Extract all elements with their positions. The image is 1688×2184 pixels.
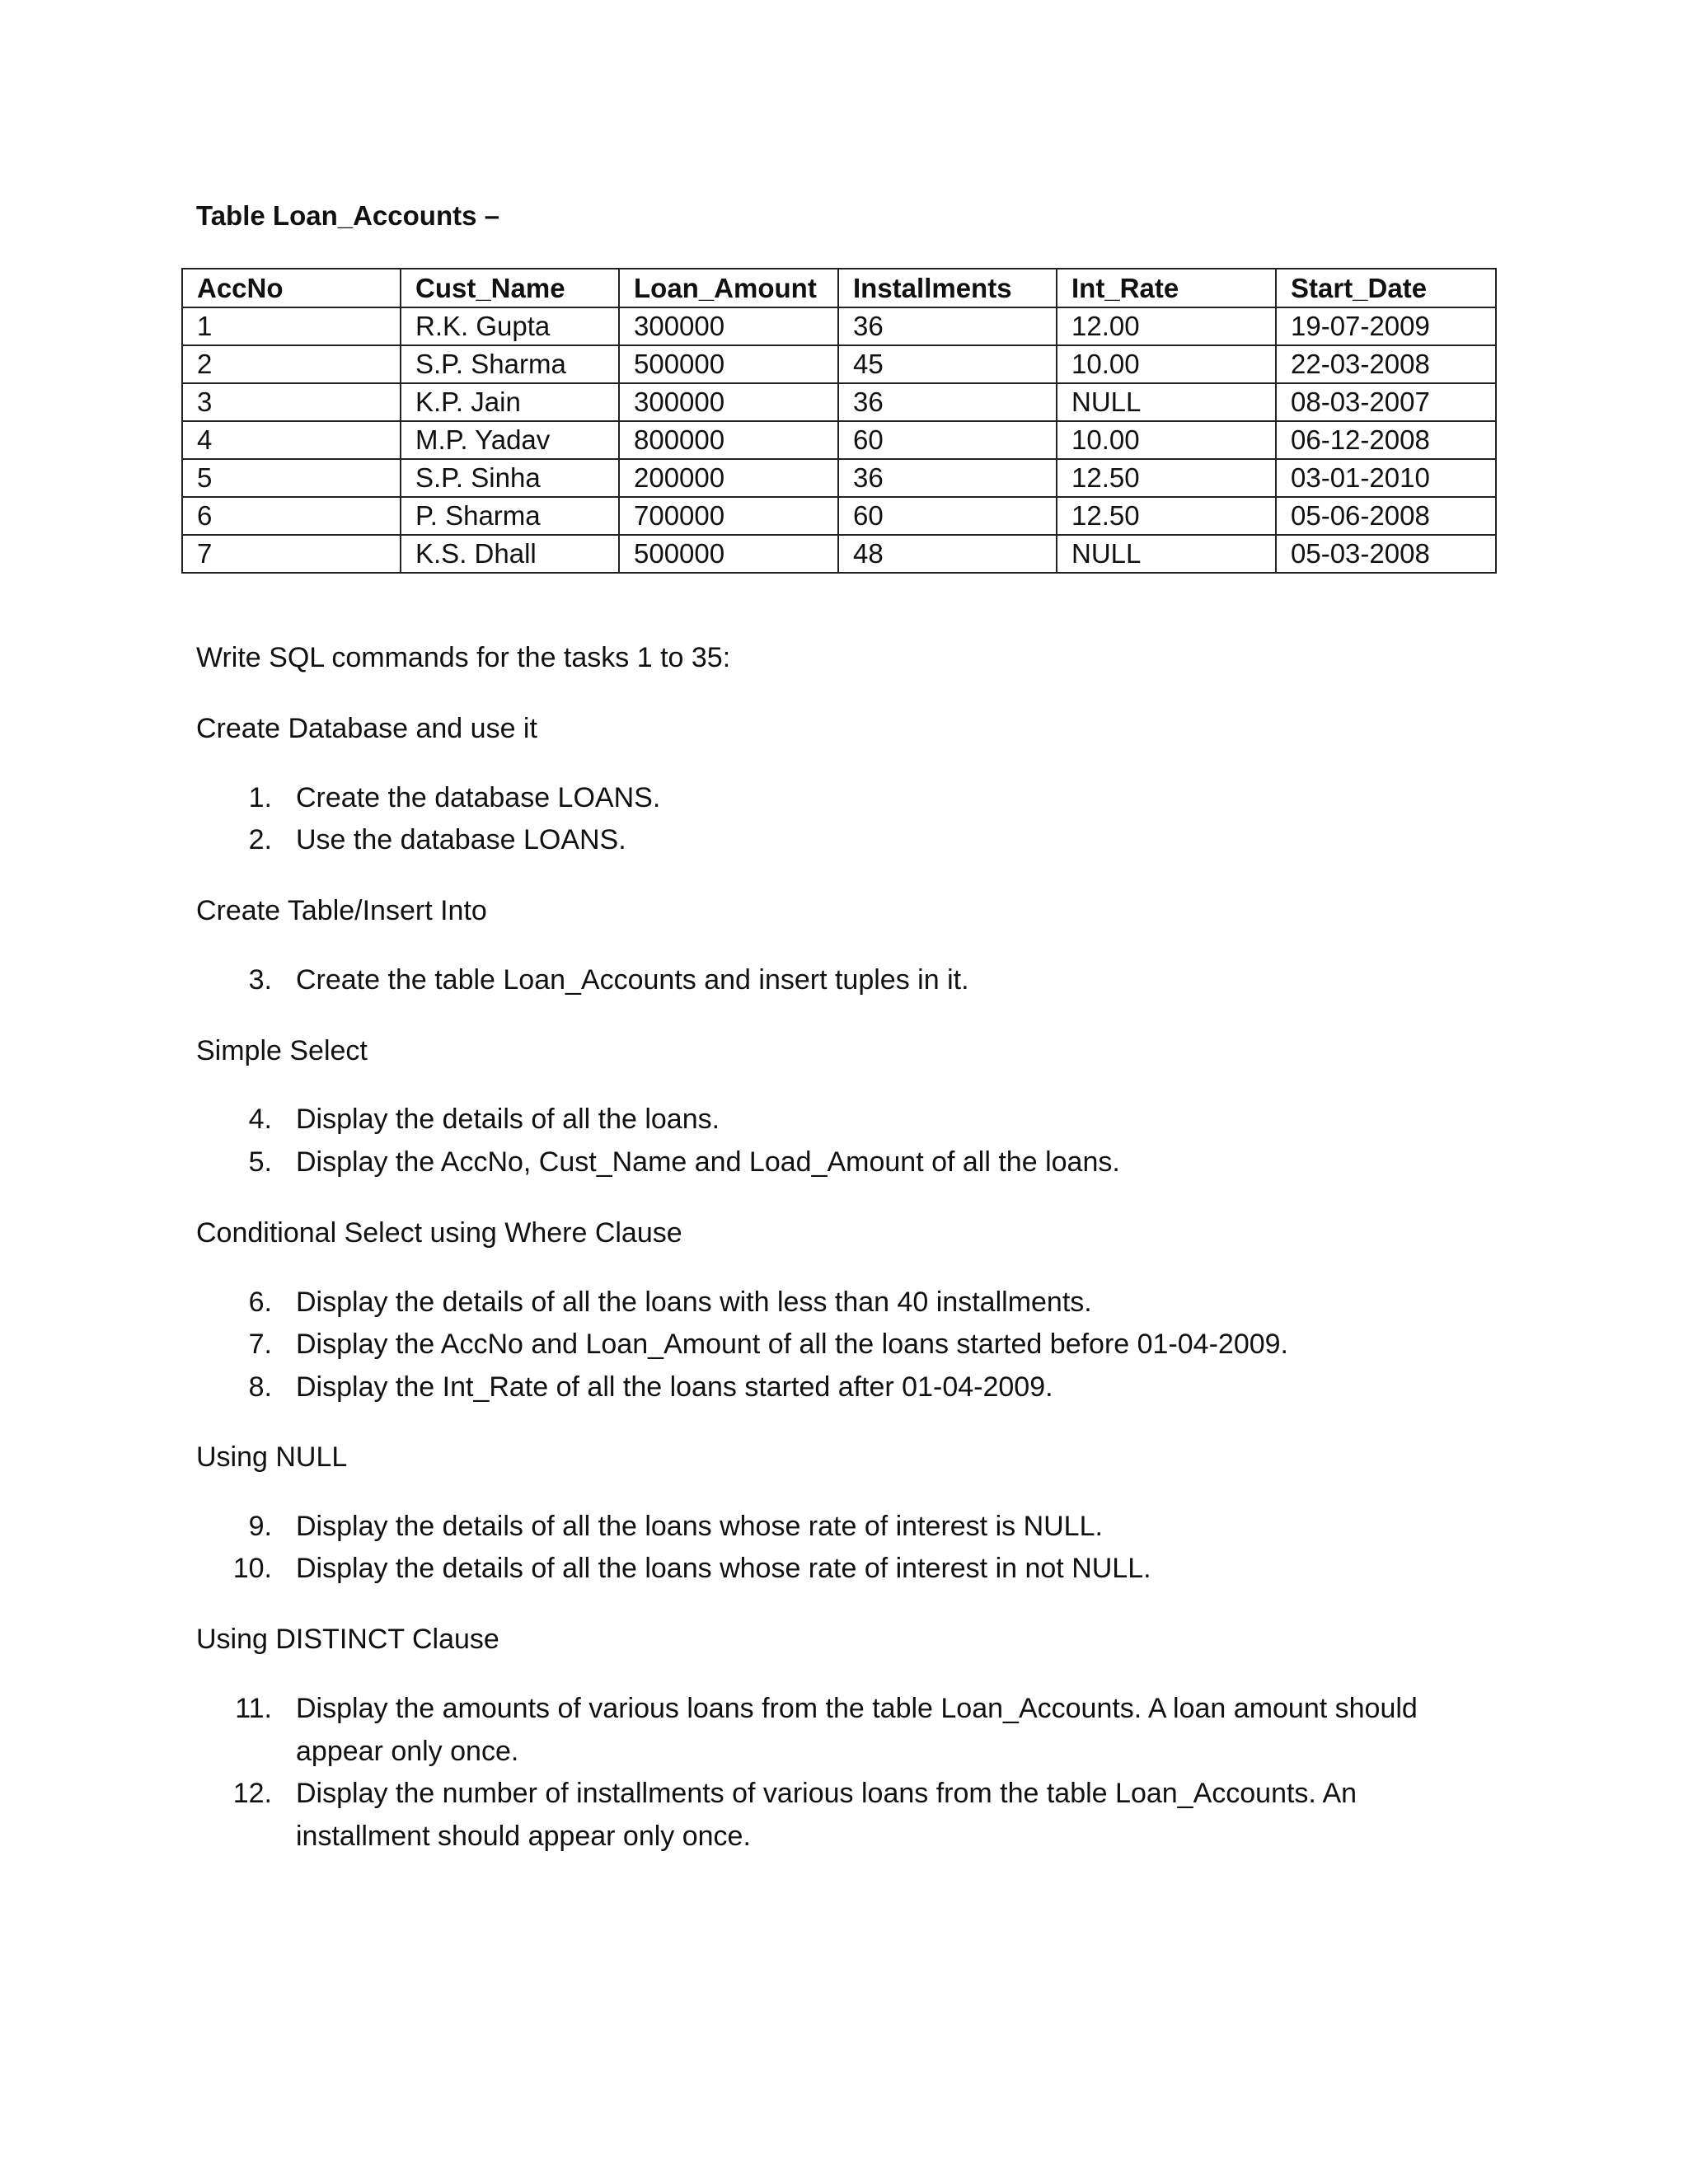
table-cell: K.P. Jain (401, 383, 619, 421)
task-text: Display the number of installments of various loans from the table Loan_Accounts. An installment should appear only once. (296, 1778, 1357, 1852)
table-row (182, 345, 1496, 383)
task-text: Display the details of all the loans. (296, 1104, 720, 1135)
task-text: Display the details of all the loans with less than 40 installments. (296, 1286, 1092, 1318)
table-cell: K.S. Dhall (401, 535, 619, 573)
task-number: 8. (248, 1371, 272, 1403)
table-cell: 500000 (619, 345, 838, 383)
loan-accounts-table (181, 268, 1497, 574)
table-cell: 03-01-2010 (1276, 459, 1496, 497)
table-cell: 05-06-2008 (1276, 497, 1496, 535)
table-cell: 06-12-2008 (1276, 421, 1496, 459)
task-number: 6. (248, 1286, 272, 1318)
table-row (182, 535, 1496, 573)
task-number: 1. (248, 782, 272, 813)
table-header-cell: Cust_Name (401, 269, 619, 307)
task-text: Display the amounts of various loans from the table Loan_Accounts. A loan amount should appear only once. (296, 1693, 1418, 1767)
task-text: Create the table Loan_Accounts and insert tuples in it. (296, 964, 969, 996)
table-cell: 300000 (619, 383, 838, 421)
section-heading: Using DISTINCT Clause (196, 1624, 499, 1655)
section-heading: Create Database and use it (196, 713, 537, 744)
section-heading: Simple Select (196, 1035, 368, 1066)
section-heading: Create Table/Insert Into (196, 895, 487, 926)
table-cell: P. Sharma (401, 497, 619, 535)
table-header-cell: Loan_Amount (619, 269, 838, 307)
table-cell: 12.00 (1057, 307, 1276, 345)
table-cell: 36 (838, 307, 1057, 345)
table-cell: 08-03-2007 (1276, 383, 1496, 421)
task-number: 4. (248, 1104, 272, 1135)
table-cell: 5 (182, 459, 401, 497)
task-number: 3. (248, 964, 272, 996)
table-cell: 12.50 (1057, 459, 1276, 497)
task-number: 5. (248, 1146, 272, 1178)
task-text: Display the AccNo, Cust_Name and Load_Amount of all the loans. (296, 1146, 1120, 1178)
document-title: Table Loan_Accounts – (196, 200, 499, 231)
table-row (182, 421, 1496, 459)
table-cell: 19-07-2009 (1276, 307, 1496, 345)
table-cell: 1 (182, 307, 401, 345)
table-cell: S.P. Sinha (401, 459, 619, 497)
table-cell: 300000 (619, 307, 838, 345)
table-cell: S.P. Sharma (401, 345, 619, 383)
table-row (182, 497, 1496, 535)
section-heading: Conditional Select using Where Clause (196, 1217, 682, 1249)
task-text: Display the details of all the loans whose rate of interest is NULL. (296, 1511, 1103, 1542)
task-text: Display the AccNo and Loan_Amount of all the loans started before 01-04-2009. (296, 1329, 1288, 1360)
task-number: 9. (248, 1511, 272, 1542)
table-cell: 10.00 (1057, 345, 1276, 383)
table-cell: 12.50 (1057, 497, 1276, 535)
table-cell: M.P. Yadav (401, 421, 619, 459)
task-number: 11. (235, 1693, 272, 1724)
table-cell: 500000 (619, 535, 838, 573)
table-cell: 36 (838, 383, 1057, 421)
table-row (182, 307, 1496, 345)
task-number: 2. (248, 824, 272, 855)
table-cell: NULL (1057, 535, 1276, 573)
table-cell: NULL (1057, 383, 1276, 421)
table-cell: 3 (182, 383, 401, 421)
table-cell: 22-03-2008 (1276, 345, 1496, 383)
table-cell: 60 (838, 497, 1057, 535)
table-header-cell: Int_Rate (1057, 269, 1276, 307)
table-row (182, 383, 1496, 421)
table-header-row (182, 269, 1496, 307)
table-cell: 200000 (619, 459, 838, 497)
table-cell: 36 (838, 459, 1057, 497)
table-cell: 10.00 (1057, 421, 1276, 459)
task-text: Display the details of all the loans whose rate of interest in not NULL. (296, 1553, 1151, 1584)
table-cell: R.K. Gupta (401, 307, 619, 345)
table-header-cell: Start_Date (1276, 269, 1496, 307)
instructions-intro: Write SQL commands for the tasks 1 to 35: (196, 642, 731, 673)
section-heading: Using NULL (196, 1441, 348, 1473)
table-cell: 700000 (619, 497, 838, 535)
table-cell: 6 (182, 497, 401, 535)
task-text: Create the database LOANS. (296, 782, 661, 813)
table-cell: 4 (182, 421, 401, 459)
task-number: 12. (232, 1778, 272, 1809)
task-text: Use the database LOANS. (296, 824, 626, 855)
table-cell: 800000 (619, 421, 838, 459)
table-row (182, 459, 1496, 497)
task-text: Display the Int_Rate of all the loans started after 01-04-2009. (296, 1371, 1053, 1403)
table-header-cell: Installments (838, 269, 1057, 307)
table-cell: 2 (182, 345, 401, 383)
task-number: 10. (232, 1553, 272, 1584)
table-cell: 48 (838, 535, 1057, 573)
table-cell: 60 (838, 421, 1057, 459)
table-cell: 05-03-2008 (1276, 535, 1496, 573)
table-cell: 7 (182, 535, 401, 573)
table-cell: 45 (838, 345, 1057, 383)
table-header-cell: AccNo (182, 269, 401, 307)
task-number: 7. (248, 1329, 272, 1360)
